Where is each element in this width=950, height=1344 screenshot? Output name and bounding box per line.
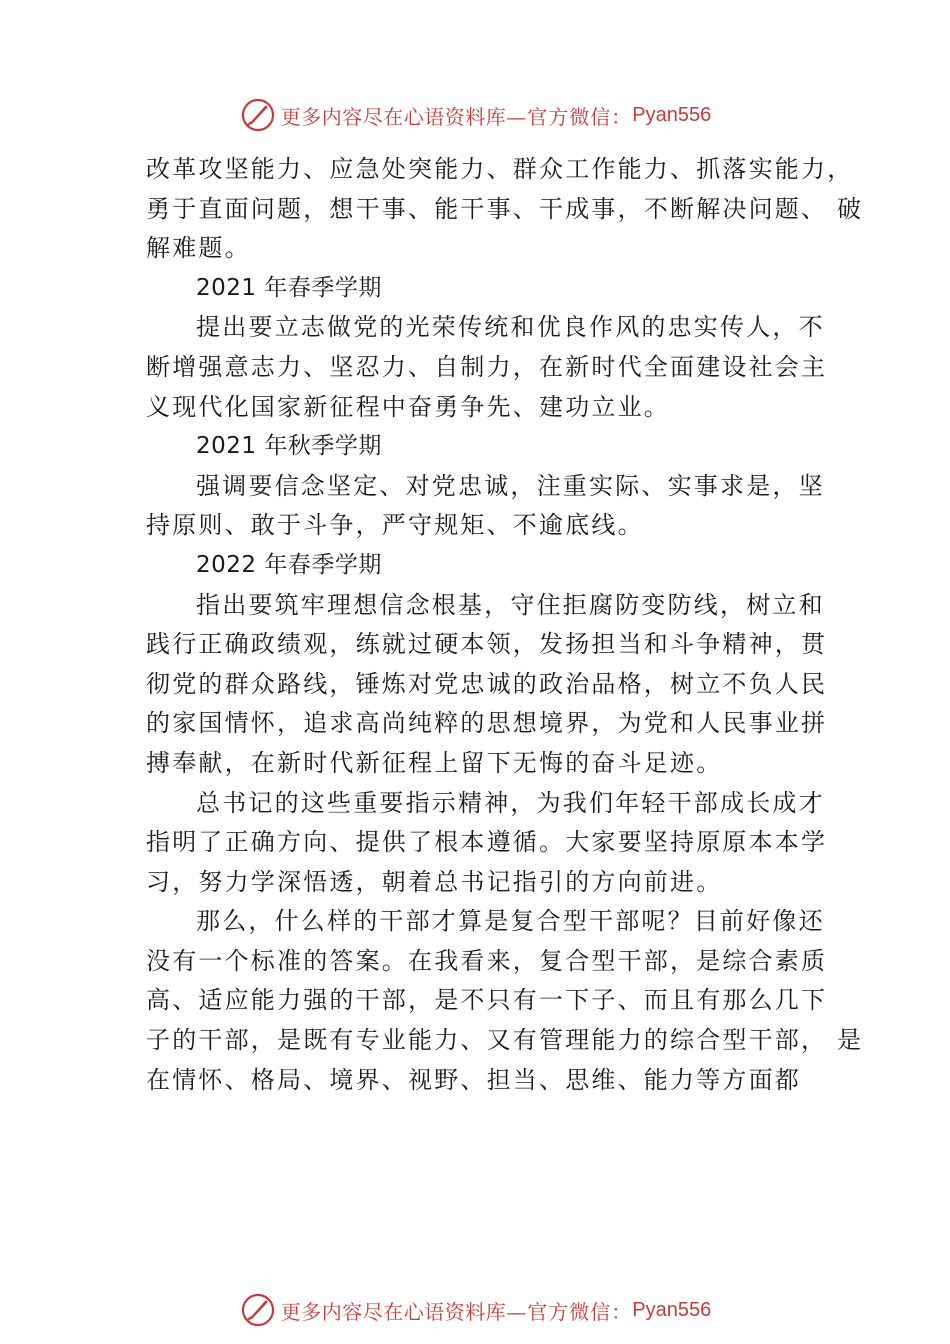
watermark-separator: —官方微信： xyxy=(506,104,633,129)
paragraph xyxy=(146,902,864,1100)
paragraph-line: 没有一个标准的答案。在我看来，复合型干部，是综合素质 xyxy=(146,946,828,975)
paragraph-line: 在情怀、格局、境界、视野、担当、思维、能力等方面都 xyxy=(146,1065,801,1094)
quill-logo-icon xyxy=(239,96,277,134)
paragraph-line: 改革攻坚能力、应急处突能力、群众工作能力、抓落实能力， xyxy=(146,155,854,183)
paragraph-line: 指出要筑牢理想信念根基，守住拒腐防变防线，树立和 xyxy=(196,590,825,619)
document-body xyxy=(146,150,864,1100)
paragraph xyxy=(146,150,864,269)
paragraph-line: 的家国情怀，追求高尚纯粹的思想境界，为党和人民事业拼 xyxy=(146,709,828,738)
footer-watermark xyxy=(0,1290,950,1330)
watermark-brand: 更多内容尽在心语资料库 xyxy=(280,104,507,129)
section-heading: 2022 年春季学期 xyxy=(196,551,382,578)
paragraph-line: 习，努力学深悟透，朝着总书记指引的方向前进。 xyxy=(146,867,723,896)
paragraph xyxy=(146,784,828,903)
paragraph-line: 那么，什么样的干部才算是复合型干部呢？目前好像还 xyxy=(196,907,825,936)
paragraph xyxy=(146,308,828,427)
section-heading: 2021 年秋季学期 xyxy=(196,433,382,460)
paragraph-line: 指明了正确方向、提供了根本遵循。大家要坚持原原本本学 xyxy=(146,828,828,857)
paragraph-line: 总书记的这些重要指示精神，为我们年轻干部成长成才 xyxy=(196,788,825,817)
paragraph-line: 子的干部，是既有专业能力、又有管理能力的综合型干部， 是 xyxy=(146,1026,864,1055)
paragraph-line: 践行正确政绩观，练就过硬本领，发扬担当和斗争精神，贯 xyxy=(146,630,828,659)
watermark-wechat-id: Pyan556 xyxy=(632,103,712,126)
quill-logo-icon xyxy=(239,1291,277,1329)
paragraph-line: 高、适应能力强的干部，是不只有一下子、而且有那么几下 xyxy=(146,986,828,1015)
paragraph-line: 勇于直面问题，想干事、能干事、干成事，不断解决问题、 破 xyxy=(146,194,864,223)
paragraph-line: 彻党的群众路线，锤炼对党忠诚的政治品格，树立不负人民 xyxy=(146,669,828,698)
section-heading: 2021 年春季学期 xyxy=(196,274,382,301)
paragraph-line: 义现代化国家新征程中奋勇争先、建功立业。 xyxy=(146,392,670,421)
paragraph xyxy=(146,467,825,546)
paragraph-line: 搏奉献，在新时代新征程上留下无悔的奋斗足迹。 xyxy=(146,748,723,777)
paragraph-line: 强调要信念坚定、对党忠诚，注重实际、实事求是，坚 xyxy=(196,471,825,500)
paragraph-line: 解难题。 xyxy=(146,234,251,263)
watermark-separator: —官方微信： xyxy=(506,1299,633,1324)
paragraph-line: 持原则、敢于斗争，严守规矩、不逾底线。 xyxy=(146,511,644,540)
paragraph-line: 断增强意志力、坚忍力、自制力，在新时代全面建设社会主 xyxy=(146,352,828,381)
watermark-brand: 更多内容尽在心语资料库 xyxy=(280,1299,507,1324)
header-watermark xyxy=(0,95,950,135)
paragraph xyxy=(146,586,828,784)
watermark-wechat-id: Pyan556 xyxy=(632,1298,712,1321)
paragraph-line: 提出要立志做党的光荣传统和优良作风的忠实传人，不 xyxy=(196,313,825,342)
